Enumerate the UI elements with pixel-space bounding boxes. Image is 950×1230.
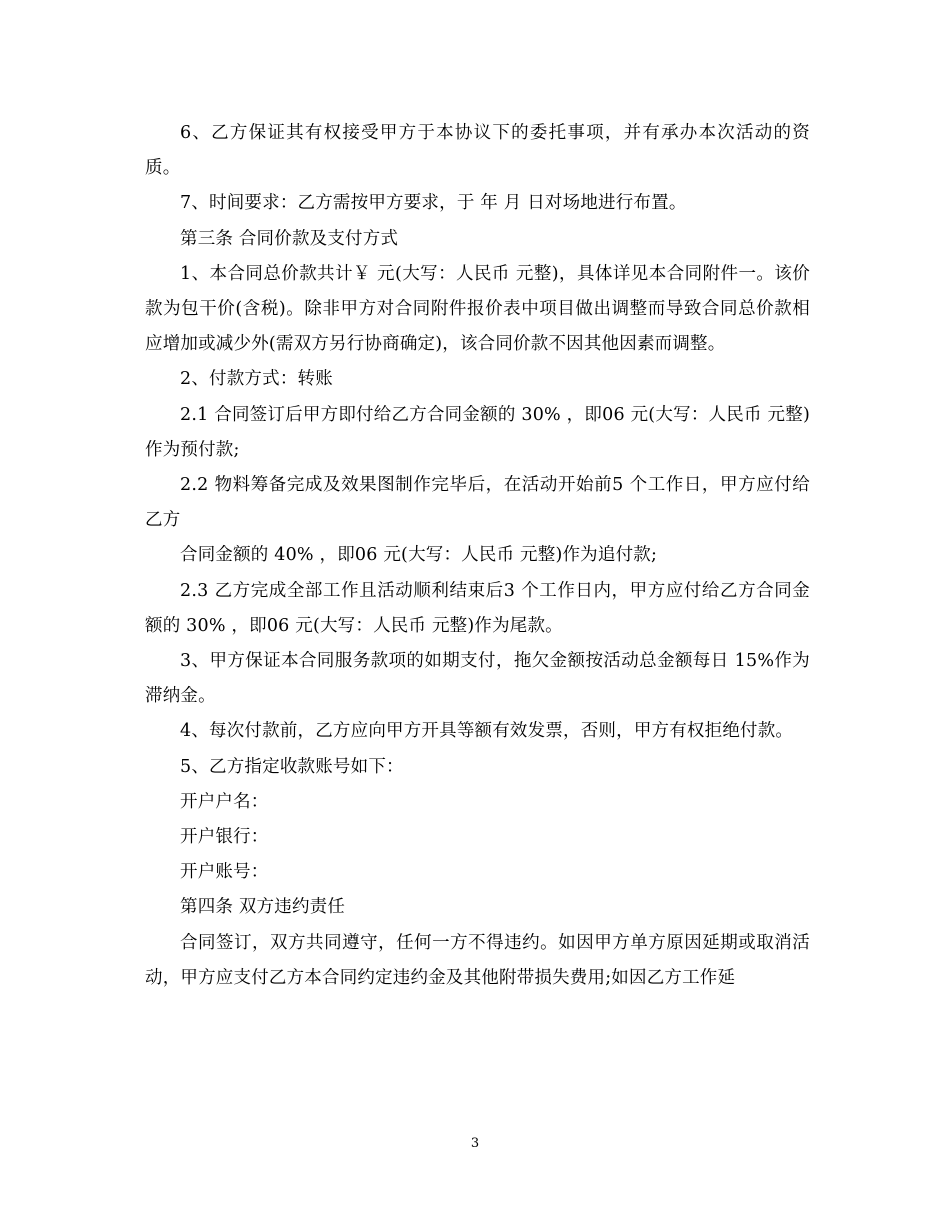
article-3-heading: 第三条 合同价款及支付方式: [180, 228, 399, 249]
clause-late-fee: 3、甲方保证本合同服务款项的如期支付，拖欠金额按活动总金额每日 15%作为滞纳金。: [145, 651, 810, 707]
contract-body: [145, 116, 810, 996]
account-name-field: 开户户名：: [180, 791, 269, 812]
clause-price-total: 1、本合同总价款共计￥ 元(大写：人民币 元整)，具体详见本合同附件一。该价款为包干价(含税)。除非甲方对合同附件报价表中项目做出调整而导致合同总价款相应增加或减少外(需双方另行协商确定)，该合同价款不因其他因素而调整。: [145, 263, 810, 355]
clause-invoice: 4、每次付款前，乙方应向甲方开具等额有效发票，否则，甲方有权拒绝付款。: [180, 721, 794, 742]
clause-second-payment-amount: 合同金额的 40% ，即06 元(大写：人民币 元整)作为追付款;: [180, 545, 658, 566]
page-number: 3: [470, 1136, 480, 1151]
clause-breach-liability: 合同签订，双方共同遵守，任何一方不得违约。如因甲方单方原因延期或取消活动，甲方应支付乙方本合同约定违约金及其他附带损失费用;如因乙方工作延: [145, 932, 810, 988]
article-4-heading: 第四条 双方违约责任: [180, 897, 346, 918]
account-bank-field: 开户银行：: [180, 827, 269, 848]
clause-7-time-requirement: 7、时间要求：乙方需按甲方要求，于 年 月 日对场地进行布置。: [180, 193, 687, 214]
account-number-field: 开户账号：: [180, 862, 269, 883]
clause-prepayment: 2.1 合同签订后甲方即付给乙方合同金额的 30% ，即06 元(大写：人民币 元整)作为预付款;: [145, 404, 810, 460]
clause-final-payment: 2.3 乙方完成全部工作且活动顺利结束后3 个工作日内，甲方应付给乙方合同金额的 30% ，即06 元(大写：人民币 元整)作为尾款。: [145, 580, 810, 636]
clause-second-payment: 2.2 物料筹备完成及效果图制作完毕后，在活动开始前5 个工作日，甲方应付给乙方: [145, 475, 810, 531]
clause-payment-method: 2、付款方式：转账: [180, 369, 333, 390]
clause-bank-account: 5、乙方指定收款账号如下：: [180, 756, 404, 777]
clause-6-qualification: 6、乙方保证其有权接受甲方于本协议下的委托事项，并有承办本次活动的资质。: [145, 123, 810, 179]
